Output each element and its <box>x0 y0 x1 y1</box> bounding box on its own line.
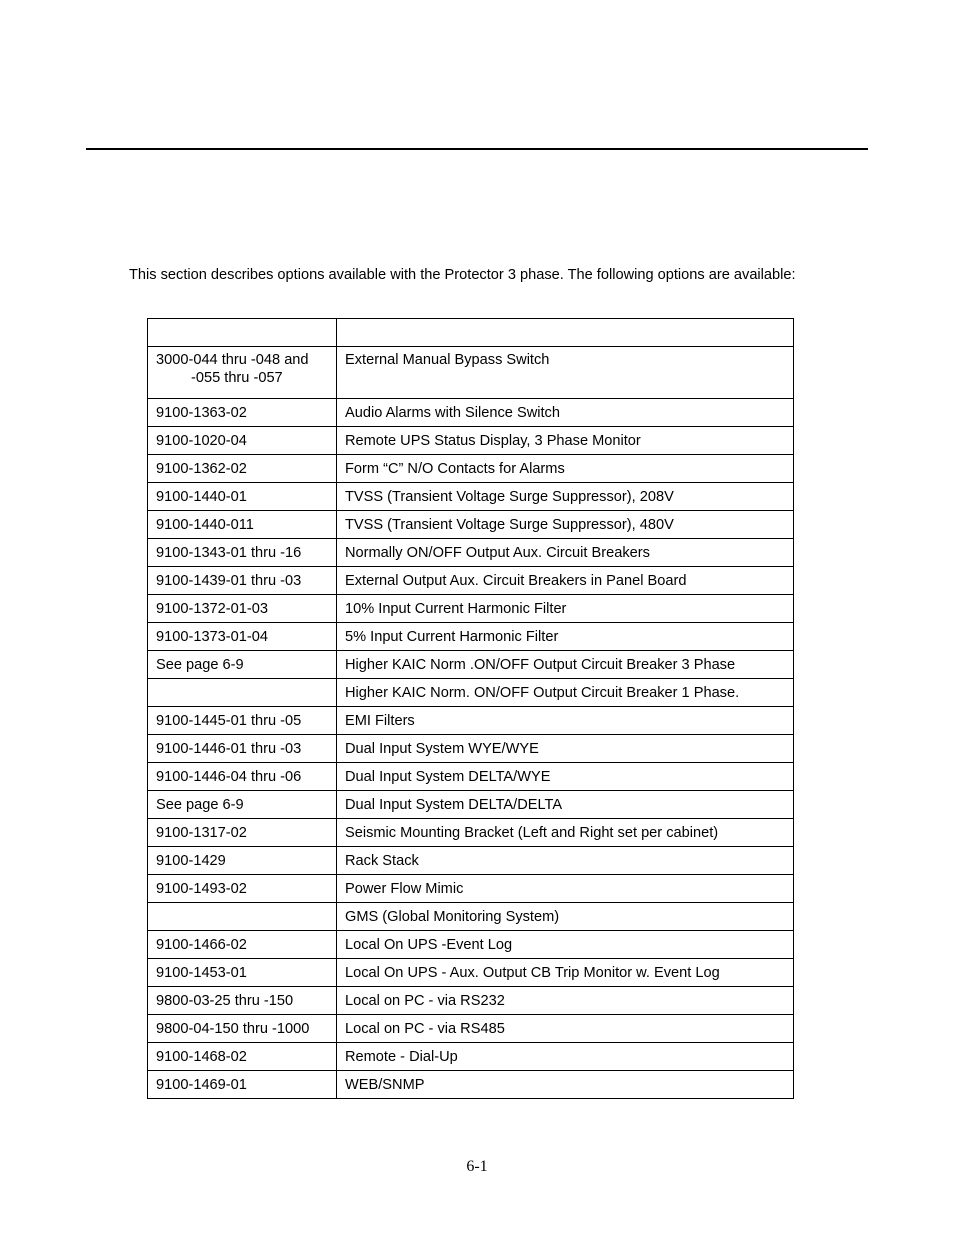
table-row <box>148 679 794 707</box>
description-cell: GMS (Global Monitoring System) <box>337 903 794 931</box>
description-cell: 5% Input Current Harmonic Filter <box>337 623 794 651</box>
description-cell: Dual Input System DELTA/WYE <box>337 763 794 791</box>
table-row <box>148 987 794 1015</box>
description-cell: Higher KAIC Norm. ON/OFF Output Circuit Breaker 1 Phase. <box>337 679 794 707</box>
part-number-cell: 9100-1343-01 thru -16 <box>148 539 337 567</box>
table-row <box>148 763 794 791</box>
table-row <box>148 651 794 679</box>
table-row <box>148 595 794 623</box>
description-cell: Local on PC - via RS485 <box>337 1015 794 1043</box>
description-cell: Form “C” N/O Contacts for Alarms <box>337 455 794 483</box>
part-number-cell: 9100-1466-02 <box>148 931 337 959</box>
part-number-cell: 9100-1020-04 <box>148 427 337 455</box>
description-cell: Remote UPS Status Display, 3 Phase Monitor <box>337 427 794 455</box>
part-number-cell <box>148 347 337 399</box>
part-number-cell: 9100-1469-01 <box>148 1071 337 1099</box>
options-table <box>147 318 794 1099</box>
table-header-row <box>148 319 794 347</box>
table-row <box>148 819 794 847</box>
part-number-cell: 9100-1429 <box>148 847 337 875</box>
part-number-cell: 9100-1373-01-04 <box>148 623 337 651</box>
table-row <box>148 347 794 399</box>
part-number-cell: 9100-1362-02 <box>148 455 337 483</box>
part-number-line1: 3000-044 thru -048 and <box>156 352 309 368</box>
part-number-cell: 9800-04-150 thru -1000 <box>148 1015 337 1043</box>
part-number-cell: 9100-1453-01 <box>148 959 337 987</box>
description-cell: TVSS (Transient Voltage Surge Suppressor), 208V <box>337 483 794 511</box>
description-cell: Audio Alarms with Silence Switch <box>337 399 794 427</box>
table-row <box>148 847 794 875</box>
description-cell: Local On UPS - Aux. Output CB Trip Monitor w. Event Log <box>337 959 794 987</box>
description-cell: Higher KAIC Norm .ON/OFF Output Circuit Breaker 3 Phase <box>337 651 794 679</box>
part-number-cell: 9100-1439-01 thru -03 <box>148 567 337 595</box>
part-number-cell: 9100-1493-02 <box>148 875 337 903</box>
table-row <box>148 567 794 595</box>
description-cell: Power Flow Mimic <box>337 875 794 903</box>
part-number-cell: 9100-1440-011 <box>148 511 337 539</box>
table-row <box>148 1071 794 1099</box>
table-row <box>148 399 794 427</box>
table-row <box>148 959 794 987</box>
header-cell-part <box>148 319 337 347</box>
page-number: 6-1 <box>466 1158 488 1175</box>
part-number-cell: 9800-03-25 thru -150 <box>148 987 337 1015</box>
description-cell: Dual Input System WYE/WYE <box>337 735 794 763</box>
section-header-rule <box>86 148 868 150</box>
description-cell: WEB/SNMP <box>337 1071 794 1099</box>
part-number-cell: 9100-1363-02 <box>148 399 337 427</box>
part-number-cell <box>148 903 337 931</box>
description-cell: Local On UPS -Event Log <box>337 931 794 959</box>
table-row <box>148 623 794 651</box>
description-cell: Remote - Dial-Up <box>337 1043 794 1071</box>
part-number-line2: -055 thru -057 <box>191 370 283 386</box>
table-row <box>148 511 794 539</box>
part-number-cell: 9100-1317-02 <box>148 819 337 847</box>
table-row <box>148 735 794 763</box>
part-number-cell: See page 6-9 <box>148 651 337 679</box>
description-cell: Normally ON/OFF Output Aux. Circuit Breakers <box>337 539 794 567</box>
part-number-cell: 9100-1440-01 <box>148 483 337 511</box>
description-cell: Rack Stack <box>337 847 794 875</box>
description-cell: External Output Aux. Circuit Breakers in Panel Board <box>337 567 794 595</box>
table-row <box>148 1015 794 1043</box>
description-cell: TVSS (Transient Voltage Surge Suppressor), 480V <box>337 511 794 539</box>
table-row <box>148 539 794 567</box>
table-row <box>148 455 794 483</box>
description-cell: EMI Filters <box>337 707 794 735</box>
part-number-cell: 9100-1446-04 thru -06 <box>148 763 337 791</box>
part-number-cell: 9100-1372-01-03 <box>148 595 337 623</box>
description-cell: Dual Input System DELTA/DELTA <box>337 791 794 819</box>
table-row <box>148 483 794 511</box>
description-cell: External Manual Bypass Switch <box>337 347 794 399</box>
part-number-cell: 9100-1468-02 <box>148 1043 337 1071</box>
table-row <box>148 875 794 903</box>
table-row <box>148 1043 794 1071</box>
table-row <box>148 707 794 735</box>
description-cell: Seismic Mounting Bracket (Left and Right set per cabinet) <box>337 819 794 847</box>
table-row <box>148 931 794 959</box>
part-number-cell: 9100-1445-01 thru -05 <box>148 707 337 735</box>
header-cell-description <box>337 319 794 347</box>
table-row <box>148 903 794 931</box>
table-row <box>148 791 794 819</box>
description-cell: 10% Input Current Harmonic Filter <box>337 595 794 623</box>
table-row <box>148 427 794 455</box>
part-number-cell: See page 6-9 <box>148 791 337 819</box>
part-number-cell: 9100-1446-01 thru -03 <box>148 735 337 763</box>
intro-paragraph: This section describes options available with the Protector 3 phase. The following options are available: <box>129 267 796 283</box>
part-number-cell <box>148 679 337 707</box>
description-cell: Local on PC - via RS232 <box>337 987 794 1015</box>
